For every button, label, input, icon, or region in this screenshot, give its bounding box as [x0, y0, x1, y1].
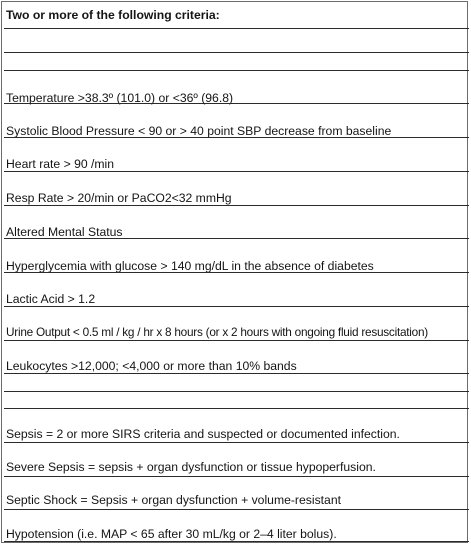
definition-severe-sepsis: Severe Sepsis = sepsis + organ dysfunction or tissue hypoperfusion. — [6, 460, 376, 474]
criterion-lactic-acid: Lactic Acid > 1.2 — [6, 292, 96, 306]
row-rule — [4, 408, 469, 409]
criterion-hyperglycemia: Hyperglycemia with glucose > 140 mg/dL in the absence of diabetes — [6, 259, 374, 273]
criterion-resp-rate: Resp Rate > 20/min or PaCO2<32 mmHg — [6, 191, 232, 205]
row-rule — [4, 340, 469, 341]
row-rule — [4, 28, 469, 29]
criterion-leukocytes: Leukocytes >12,000; <4,000 or more than 10% bands — [6, 359, 297, 373]
row-rule — [4, 52, 469, 53]
row-rule — [4, 509, 469, 510]
row-rule — [4, 476, 469, 477]
definition-sepsis: Sepsis = 2 or more SIRS criteria and suspected or documented infection. — [6, 427, 400, 441]
criterion-temperature: Temperature >38.3º (101.0) or <36º (96.8) — [6, 91, 234, 105]
criterion-mental-status: Altered Mental Status — [6, 225, 123, 239]
row-rule — [4, 70, 469, 71]
row-rule — [4, 103, 469, 104]
definition-hypotension: Hypotension (i.e. MAP < 65 after 30 mL/kg or 2–4 liter bolus). — [6, 527, 337, 541]
row-rule — [4, 306, 469, 307]
row-rule — [4, 137, 469, 138]
criterion-urine-output: Urine Output < 0.5 ml / kg / hr x 8 hours (or x 2 hours with ongoing fluid resuscitation) — [6, 325, 428, 339]
row-rule — [4, 205, 469, 206]
definition-septic-shock: Septic Shock = Sepsis + organ dysfunction + volume-resistant — [6, 493, 341, 507]
row-rule — [4, 442, 469, 443]
criterion-heart-rate: Heart rate > 90 /min — [6, 157, 115, 171]
row-rule — [4, 373, 469, 374]
row-rule — [4, 272, 469, 273]
row-rule — [4, 238, 469, 239]
row-rule — [4, 541, 469, 542]
row-rule — [4, 391, 469, 392]
row-rule — [4, 171, 469, 172]
criterion-blood-pressure: Systolic Blood Pressure < 90 or > 40 point SBP decrease from baseline — [6, 124, 392, 138]
table-header: Two or more of the following criteria: — [6, 8, 220, 22]
